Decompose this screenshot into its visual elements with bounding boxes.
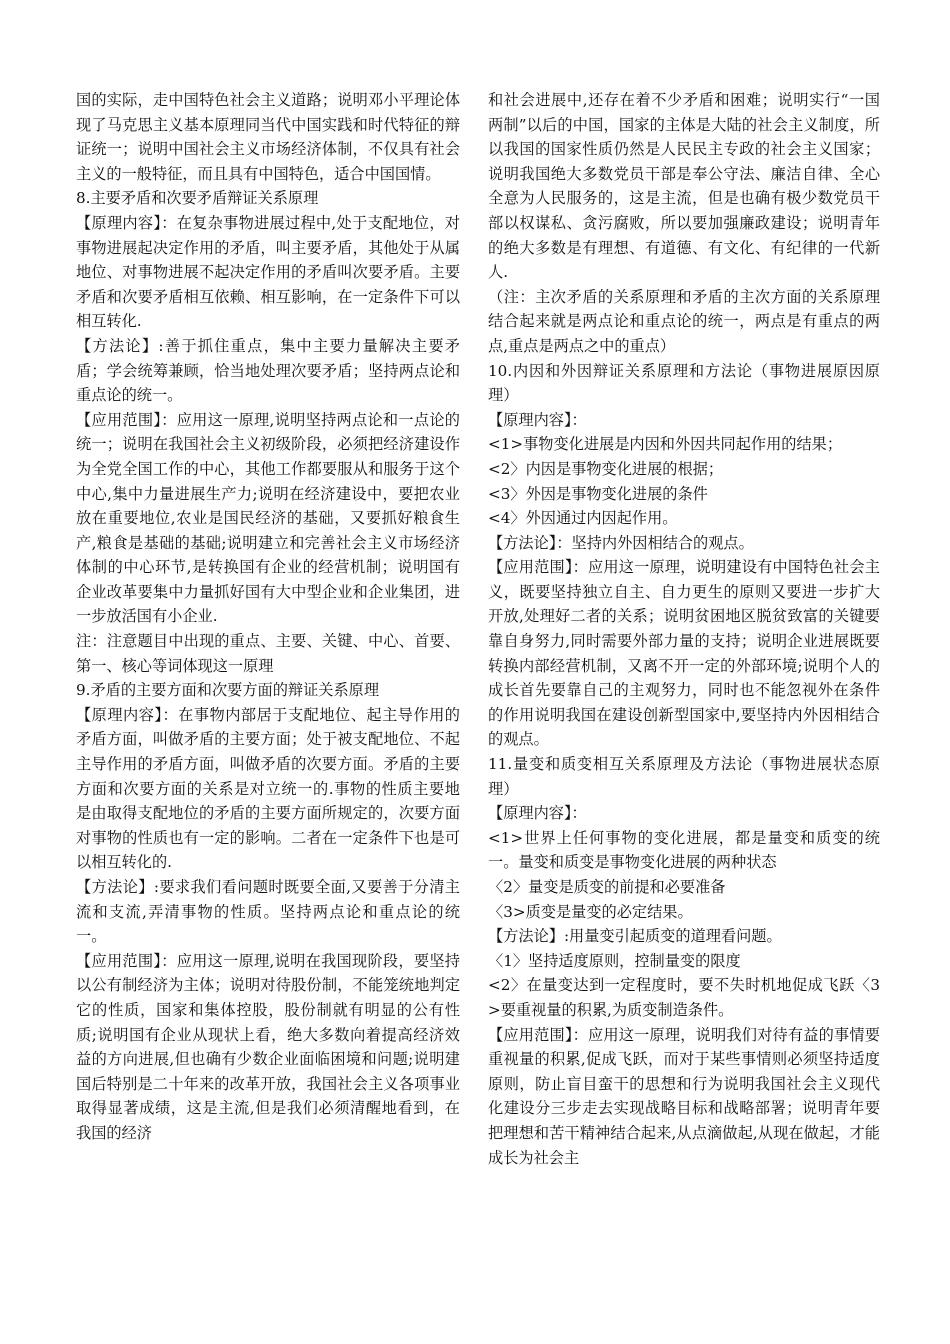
principle-content-9: 【原理内容】：在事物内部居于支配地位、起主导作用的矛盾方面，叫做矛盾的主要方面；处于被支配地位、不起主导作用的矛盾方面，叫做矛盾的次要方面。矛盾的主要方面和次要方面的关系是对立统一的.事物的性质主要地是由取得支配地位的矛盾的主要方面所规定的，次要方面对事物的性质也有一定的影响。二者在一定条件下也是可以相互转化的.: [76, 705, 460, 872]
application-scope-10: 【应用范围】：应用这一原理，说明建设有中国特色社会主义，既要坚持独立自主、自力更生的原则又要进一步扩大开放,处理好二者的关系；说明贫困地区脱贫致富的关键要靠自身努力,同时需要外部力量的支持；说明企业进展既要转换内部经营机制，又离不开一定的外部环境;说明个人的成长首先要靠自己的主观努力，同时也不能忽视外在条件的作用说明我国在建设创新型国家中,要坚持内外因相结合的观点。: [488, 558, 880, 749]
application-scope-9-continued: 和社会进展中,还存在着不少矛盾和困难；说明实行“一国两制”以后的中国，国家的主体是大陆的社会主义制度，所以我国的国家性质仍然是人民民主专政的社会主义国家；说明我国绝大多数党员干部是奉公守法、廉洁自律、全心全意为人民服务的，这是主流，但是也确有极少数党员干部以权谋私、贪污腐败，所以要加强廉政建设；说明青年的绝大多数是有理想、有道德、有文化、有纪律的一代新人.: [488, 91, 880, 282]
note-9: （注：主次矛盾的关系原理和矛盾的主次方面的关系原理结合起来就是两点论和重点论的统一，两点是有重点的两点,重点是两点之中的重点）: [488, 287, 880, 355]
principle-item-10-3: <3〉外因是事物变化进展的条件: [488, 484, 708, 503]
application-scope-9: 【应用范围】：应用这一原理,说明在我国现阶段，要坚持以公有制经济为主体；说明对待股份制，不能笼统地判定它的性质，国家和集体控股，股份制就有明显的公有性质;说明国有企业从现状上看，绝大多数向着提高经济效益的方向进展,但也确有少数企业面临困境和问题;说明建国后特别是二十年来的改革开放，我国社会主义各项事业取得显著成绩，这是主流,但是我们必须清醒地看到，在我国的经济: [76, 951, 460, 1142]
paragraph-intro-continued: 国的实际，走中国特色社会主义道路；说明邓小平理论体现了马克思主义基本原理同当代中国实践和时代特征的辩证统一；说明中国社会主义市场经济体制，不仅具有社会主义的一般特征，而且具有中国特色，适合中国国情。: [76, 91, 460, 183]
methodology-item-11-2: <2〉在量变达到一定程度时，要不失时机地促成飞跃〈3>要重视量的积累,为质变制造条件。: [488, 976, 880, 1019]
section-heading-8: 8.主要矛盾和次要矛盾辩证关系原理: [76, 189, 319, 208]
methodology-10: 【方法论】：坚持内外因相结合的观点。: [488, 533, 754, 552]
left-column: [76, 88, 460, 1146]
application-scope-8: 【应用范围】：应用这一原理,说明坚持两点论和一点论的统一；说明在我国社会主义初级阶段，必须把经济建设作为全党全国工作的中心，其他工作都要服从和服务于这个中心,集中力量进展生产力;说明在经济建设中，要把农业放在重要地位,农业是国民经济的基础，又要抓好粮食生产,粮食是基础的基础;说明建立和完善社会主义市场经济体制的中心环节,是转换国有企业的经营机制；说明国有企业改革要集中力量抓好国有大中型企业和企业集团，进一步放活国有小企业.: [76, 410, 460, 626]
section-heading-11: 11.量变和质变相互关系原理及方法论（事物进展状态原理）: [488, 755, 880, 798]
methodology-8: 【方法论】:善于抓住重点，集中主要力量解决主要矛盾；学会统筹兼顾，恰当地处理次要矛盾；坚持两点论和重点论的统一。: [76, 336, 460, 405]
principle-item-11-2: 〈2〉量变是质变的前提和必要准备: [488, 878, 726, 896]
application-scope-11: 【应用范围】：应用这一原理，说明我们对待有益的事情要重视量的积累,促成飞跃，而对于某些事情则必须坚持适度原则，防止盲目蛮干的思想和行为说明我国社会主义现代化建设分三步走去实现战略目标和战略部署；说明青年要把理想和苦干精神结合起来,从点滴做起,从现在做起，才能成长为社会主: [488, 1025, 880, 1167]
methodology-9: 【方法论】:要求我们看问题时既要全面,又要善于分清主流和支流,弄清事物的性质。坚持两点论和重点论的统一。: [76, 878, 460, 946]
principle-item-10-4: <4〉外因通过内因起作用。: [488, 509, 678, 528]
principle-item-11-1: <1>世界上任何事物的变化进展，都是量变和质变的统一。量变和质变是事物变化进展的两种状态: [488, 828, 880, 872]
note-8: 注：注意题目中出现的重点、主要、关键、中心、首要、第一、核心等词体现这一原理: [76, 632, 460, 675]
principle-item-10-2: <2〉内因是事物变化进展的根据；: [488, 459, 724, 478]
principle-item-11-3: 〈3>质变是量变的必定结果。: [488, 902, 693, 921]
principle-content-label-10: 【原理内容】：: [488, 410, 587, 429]
principle-content-label-11: 【原理内容】：: [488, 804, 587, 823]
section-heading-9: 9.矛盾的主要方面和次要方面的辩证关系原理: [76, 681, 380, 700]
principle-content-8: 【原理内容】：在复杂事物进展过程中,处于支配地位，对事物进展起决定作用的矛盾，叫主要矛盾，其他处于从属地位、对事物进展不起决定作用的矛盾叫次要矛盾。主要矛盾和次要矛盾相互依赖、相互影响，在一定条件下可以相互转化.: [76, 213, 460, 331]
right-column: [488, 88, 880, 1170]
section-heading-10: 10.内因和外因辩证关系原理和方法论（事物进展原因原理）: [488, 361, 880, 405]
principle-item-10-1: <1>事物变化进展是内因和外因共同起作用的结果；: [488, 435, 843, 454]
methodology-item-11-1: 〈1〉坚持适度原则，控制量变的限度: [488, 951, 741, 970]
methodology-11: 【方法论】:用量变引起质变的道理看问题。: [488, 927, 782, 946]
